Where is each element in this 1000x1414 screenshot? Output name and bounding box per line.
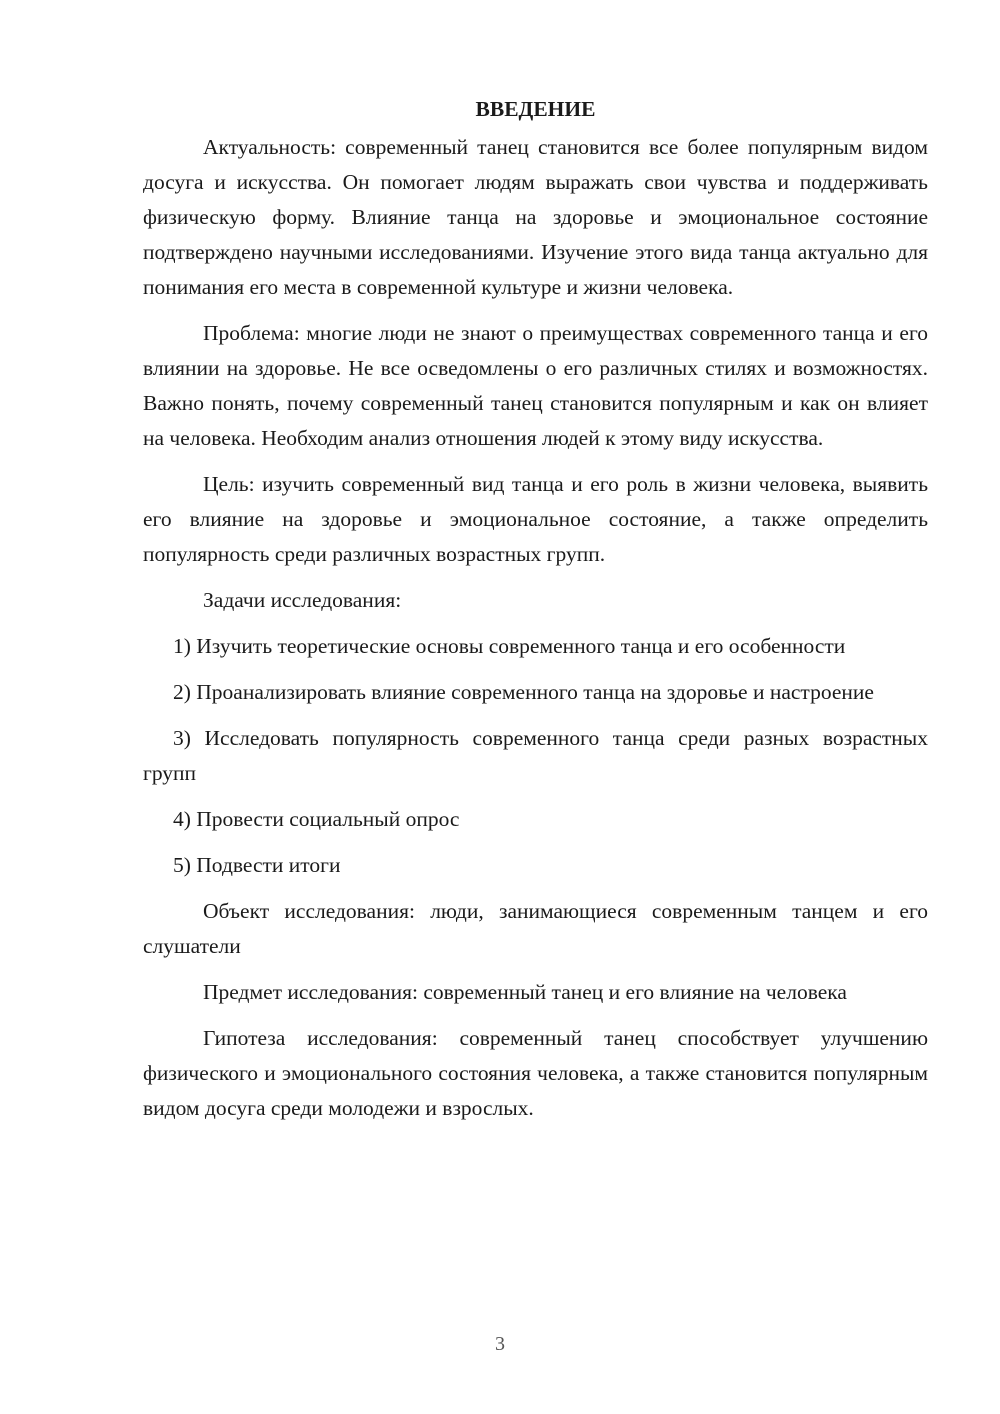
task-item-2: 2) Проанализировать влияние современного танца на здоровье и настроение — [173, 680, 874, 704]
paragraph-goal: Цель: изучить современный вид танца и его роль в жизни человека, выявить его влияние на здоровье и эмоциональное состояние, а также определить популярность среди различных возрастных групп. — [143, 472, 928, 566]
paragraph-subject: Предмет исследования: современный танец и его влияние на человека — [203, 980, 847, 1004]
paragraph-problem: Проблема: многие люди не знают о преимуществах современного танца и его влиянии на здоровье. Не все осведомлены о его различных стилях и возможностях. Важно понять, почему современный танец становится популярным и как он влияет на человека. Необходим анализ отношения людей к этому виду искусства. — [143, 321, 928, 450]
paragraph-object: Объект исследования: люди, занимающиеся современным танцем и его слушатели — [143, 899, 928, 958]
task-item-4: 4) Провести социальный опрос — [173, 807, 460, 831]
task-item-1: 1) Изучить теоретические основы современного танца и его особенности — [173, 634, 846, 658]
task-item-3: 3) Исследовать популярность современного танца среди разных возрастных групп — [143, 726, 928, 785]
paragraph-relevance: Актуальность: современный танец становится все более популярным видом досуга и искусства. Он помогает людям выражать свои чувства и поддерживать физическую форму. Влияние танца на здоровье и эмоциональное состояние подтверждено научными исследованиями. Изучение этого вида танца актуально для понимания его места в современной культуре и жизни человека. — [143, 135, 928, 299]
document-page — [143, 92, 928, 1137]
page-number: 3 — [495, 1333, 505, 1355]
tasks-heading: Задачи исследования: — [203, 588, 402, 612]
document-title: ВВЕДЕНИЕ — [475, 97, 596, 121]
task-item-5: 5) Подвести итоги — [173, 853, 341, 877]
paragraph-hypothesis: Гипотеза исследования: современный танец способствует улучшению физического и эмоционального состояния человека, а также становится популярным видом досуга среди молодежи и взрослых. — [143, 1026, 928, 1120]
